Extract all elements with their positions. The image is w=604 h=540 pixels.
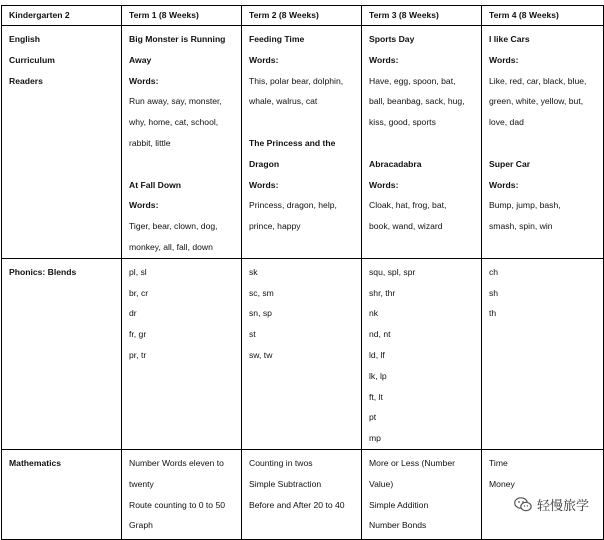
term-2-cell: [242, 26, 362, 259]
row-label-line: Phonics: Blends: [9, 266, 77, 277]
cell-line: sc, sm: [249, 287, 274, 298]
cell-line: [129, 154, 241, 175]
term-3-cell: [362, 449, 482, 539]
cell-line: pr, tr: [129, 349, 147, 360]
cell-heading: Super Car: [489, 158, 531, 169]
term-3-cell: [362, 26, 482, 259]
term-1-cell: [122, 26, 242, 259]
cell-heading: Words:: [369, 54, 399, 65]
cell-heading: Away: [129, 54, 152, 65]
watermark: [511, 494, 592, 515]
cell-line: Money: [489, 478, 515, 489]
cell-line: Run away, say, monster,: [129, 96, 222, 107]
cell-line: Number Bonds: [369, 520, 427, 531]
cell-line: This, polar bear, dolphin,: [249, 75, 344, 86]
cell-heading: Sports Day: [369, 34, 415, 44]
row-label: [2, 258, 122, 449]
cell-line: shr, thr: [369, 287, 396, 298]
cell-line: th: [489, 308, 497, 319]
term-4-cell: [482, 258, 604, 449]
cell-heading: Words:: [489, 179, 519, 190]
row-label-line: Mathematics: [9, 457, 62, 468]
cell-line: Counting in twos: [249, 457, 313, 468]
cell-line: ch: [489, 266, 499, 277]
cell-heading: Abracadabra: [369, 158, 422, 169]
header-row: [2, 6, 604, 26]
cell-line: Cloak, hat, frog, bat,: [369, 200, 447, 211]
cell-line: pl, sl: [129, 266, 147, 277]
cell-line: dr: [129, 308, 137, 319]
row-label-line: Readers: [9, 75, 43, 86]
cell-line: why, home, cat, school,: [129, 117, 219, 128]
header-term-1: Term 1 (8 Weeks): [122, 6, 242, 26]
cell-line: Princess, dragon, help,: [249, 200, 337, 211]
cell-line: nk: [369, 308, 379, 319]
cell-line: kiss, good, sports: [369, 117, 436, 128]
curriculum-table: [1, 5, 604, 540]
cell-heading: Words:: [129, 200, 159, 211]
header-term-3: Term 3 (8 Weeks): [362, 6, 482, 26]
cell-line: sk: [249, 266, 258, 277]
row-label: [2, 26, 122, 259]
cell-heading: Dragon: [249, 158, 280, 169]
cell-line: squ, spl, spr: [369, 266, 416, 277]
cell-line: Have, egg, spoon, bat,: [369, 75, 456, 86]
cell-line: Number Words eleven to: [129, 457, 224, 468]
cell-line: Value): [369, 478, 394, 489]
header-term-4: Term 4 (8 Weeks): [482, 6, 604, 26]
cell-line: br, cr: [129, 287, 149, 298]
row-label-line: Curriculum: [9, 54, 55, 65]
cell-line: [249, 112, 361, 133]
term-1-cell: [122, 449, 242, 539]
cell-line: sw, tw: [249, 349, 273, 360]
cell-heading: I like Cars: [489, 34, 530, 44]
term-1-cell: [122, 258, 242, 449]
cell-line: sh: [489, 287, 499, 298]
cell-line: pt: [369, 412, 377, 423]
row-label-line: English: [9, 34, 41, 44]
cell-line: green, white, yellow, but,: [489, 96, 584, 107]
cell-line: smash, spin, win: [489, 221, 553, 232]
cell-heading: Words:: [369, 179, 399, 190]
watermark-text: 轻慢旅学: [536, 498, 589, 513]
cell-heading: Big Monster is Running: [129, 34, 226, 44]
cell-line: Route counting to 0 to 50: [129, 499, 226, 510]
term-3-cell: [362, 258, 482, 449]
cell-line: Time: [489, 457, 508, 468]
english-readers-row: [2, 26, 604, 259]
term-4-cell: [482, 26, 604, 259]
cell-line: ball, beanbag, sack, hug,: [369, 96, 465, 107]
cell-line: st: [249, 329, 256, 340]
cell-line: nd, nt: [369, 329, 391, 340]
wechat-icon: [514, 497, 532, 512]
cell-line: [489, 133, 603, 154]
cell-heading: The Princess and the: [249, 137, 336, 148]
cell-line: sn, sp: [249, 308, 272, 319]
cell-line: love, dad: [489, 117, 524, 128]
row-label: [2, 449, 122, 539]
cell-line: Like, red, car, black, blue,: [489, 75, 587, 86]
cell-line: ft, lt: [369, 391, 383, 402]
cell-line: Tiger, bear, clown, dog,: [129, 221, 218, 232]
phonics-blends-row: [2, 258, 604, 449]
cell-heading: Words:: [249, 179, 279, 190]
cell-line: [369, 133, 481, 154]
cell-line: Simple Addition: [369, 499, 429, 510]
cell-heading: Words:: [129, 75, 159, 86]
cell-line: rabbit, little: [129, 137, 171, 148]
cell-line: twenty: [129, 478, 154, 489]
cell-line: Simple Subtraction: [249, 478, 322, 489]
cell-line: whale, walrus, cat: [249, 96, 318, 107]
cell-line: prince, happy: [249, 221, 301, 232]
cell-heading: Words:: [249, 54, 279, 65]
cell-line: Graph: [129, 520, 153, 531]
cell-line: ld, lf: [369, 349, 385, 360]
cell-heading: Words:: [489, 54, 519, 65]
term-2-cell: [242, 449, 362, 539]
cell-line: Before and After 20 to 40: [249, 499, 345, 510]
header-term-2: Term 2 (8 Weeks): [242, 6, 362, 26]
cell-heading: At Fall Down: [129, 179, 182, 190]
cell-line: Bump, jump, bash,: [489, 200, 561, 211]
cell-line: fr, gr: [129, 329, 147, 340]
header-grade: Kindergarten 2: [2, 6, 122, 26]
term-2-cell: [242, 258, 362, 449]
cell-line: mp: [369, 433, 381, 444]
cell-line: book, wand, wizard: [369, 221, 443, 232]
cell-line: More or Less (Number: [369, 457, 455, 468]
cell-line: monkey, all, fall, down: [129, 241, 213, 252]
cell-heading: Feeding Time: [249, 34, 305, 44]
cell-line: lk, lp: [369, 370, 387, 381]
